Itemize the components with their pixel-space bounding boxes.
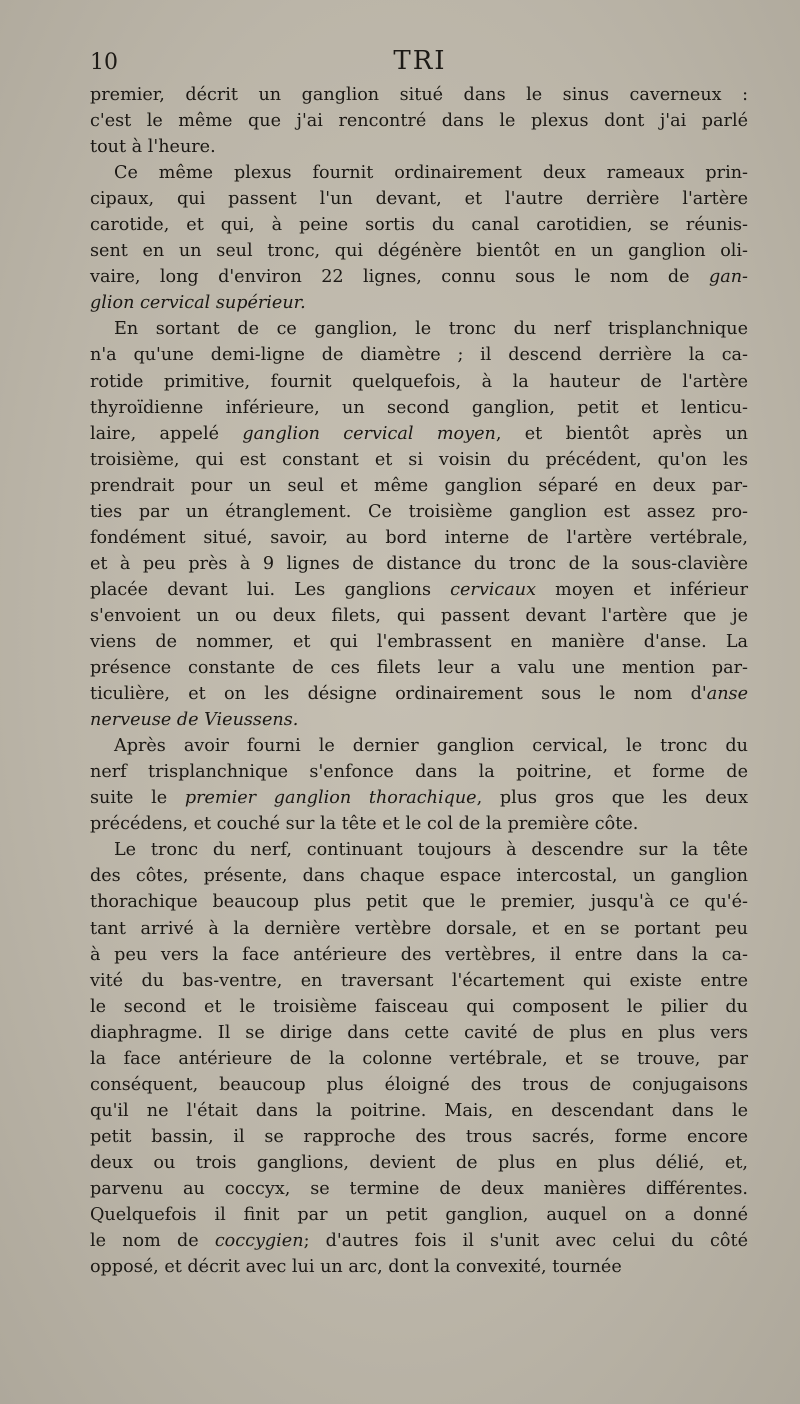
text-segment: troisième, qui est constant et si voisin du précédent, qu'on les	[90, 449, 748, 470]
text-segment: tant arrivé à la dernière vertèbre dorsale, et en se portant peu	[90, 918, 748, 939]
text-segment: n'a qu'une demi-ligne de diamètre ; il descend derrière la ca-	[90, 345, 748, 366]
text-segment: premier, décrit un ganglion situé dans le sinus caverneux :	[90, 85, 748, 105]
text-segment: Quelquefois il finit par un petit ganglion, auquel on a donné	[90, 1205, 748, 1226]
text-line	[90, 499, 748, 525]
text-segment: carotide, et qui, à peine sortis du canal carotidien, se réunis-	[90, 215, 748, 236]
text-line	[90, 525, 748, 551]
paragraph	[90, 733, 748, 837]
text-segment: ticulière, et on les désigne ordinairement sous le nom d'	[90, 684, 707, 705]
text-line	[90, 733, 748, 759]
text-segment: thorachique beaucoup plus petit que le premier, jusqu'à ce qu'é-	[90, 892, 748, 913]
page-header	[90, 44, 750, 80]
text-segment: et à peu près à 9 lignes de distance du tronc de la sous-clavière	[90, 553, 748, 574]
text-segment: laire, appelé	[90, 423, 243, 444]
text-line	[90, 186, 748, 212]
text-segment: à peu vers la face antérieure des vertèbres, il entre dans la ca-	[90, 944, 748, 965]
text-segment: cipaux, qui passent l'un devant, et l'autre derrière l'artère	[90, 189, 748, 210]
paragraph	[90, 160, 748, 316]
text-line	[90, 1202, 748, 1228]
text-segment: des côtes, présente, dans chaque espace intercostal, un ganglion	[90, 866, 748, 887]
text-segment: Ce même plexus fournit ordinairement deux rameaux prin-	[114, 163, 748, 184]
text-line	[90, 1072, 748, 1098]
text-segment: moyen et inférieur	[536, 579, 748, 600]
text-line	[90, 707, 748, 733]
text-segment: tout à l'heure.	[90, 137, 216, 158]
text-line	[90, 395, 748, 421]
text-segment: diaphragme. Il se dirige dans cette cavité de plus en plus vers	[90, 1022, 748, 1043]
italic-text: gan-	[708, 267, 748, 288]
text-line	[90, 1046, 748, 1072]
paragraph	[90, 837, 748, 1280]
text-segment: , et bientôt après un	[495, 423, 748, 444]
paragraph	[90, 82, 748, 160]
text-segment: fondément situé, savoir, au bord interne de l'artère vertébrale,	[90, 527, 748, 548]
paragraph	[90, 316, 748, 733]
text-segment: rotide primitive, fournit quelquefois, à la hauteur de l'artère	[90, 371, 748, 392]
text-line	[90, 603, 748, 629]
text-segment: le nom de	[90, 1231, 215, 1252]
text-line	[90, 655, 748, 681]
text-line	[90, 1020, 748, 1046]
text-line	[90, 811, 748, 837]
text-line	[90, 290, 748, 316]
text-segment: Le tronc du nerf, continuant toujours à descendre sur la tête	[114, 840, 748, 861]
text-line	[90, 968, 748, 994]
text-line	[90, 1098, 748, 1124]
text-line	[90, 889, 748, 915]
text-segment: vité du bas-ventre, en traversant l'écartement qui existe entre	[90, 970, 748, 991]
text-line	[90, 1254, 748, 1280]
text-line	[90, 212, 748, 238]
text-segment: vaire, long d'environ 22 lignes, connu sous le nom de	[90, 267, 709, 288]
text-line	[90, 785, 748, 811]
text-line	[90, 447, 748, 473]
italic-text: nerveuse de Vieussens.	[90, 710, 299, 731]
text-segment: la face antérieure de la colonne vertébrale, et se trouve, par	[90, 1048, 748, 1069]
text-line	[90, 551, 748, 577]
italic-text: anse	[706, 684, 748, 705]
text-segment: ; d'autres fois il s'unit avec celui du côté	[303, 1231, 748, 1252]
text-line	[90, 629, 748, 655]
text-segment: suite le	[90, 788, 185, 809]
text-segment: placée devant lui. Les ganglions	[90, 579, 451, 600]
text-line	[90, 238, 748, 264]
text-segment: le second et le troisième faisceau qui composent le pilier du	[90, 996, 748, 1017]
text-line	[90, 759, 748, 785]
text-line	[90, 264, 748, 290]
italic-text: cervicaux	[450, 579, 537, 600]
running-head: TRI	[393, 46, 447, 76]
body-text	[90, 82, 748, 1280]
text-line	[90, 316, 748, 342]
text-line	[90, 994, 748, 1020]
text-segment: s'envoient un ou deux filets, qui passent devant l'artère que je	[90, 605, 748, 626]
italic-text: glion cervical supérieur.	[90, 293, 306, 314]
page-number: 10	[90, 50, 118, 75]
text-line	[90, 1150, 748, 1176]
italic-text: premier ganglion thorachique	[184, 788, 477, 809]
text-line	[90, 1228, 748, 1254]
text-segment: présence constante de ces filets leur a valu une mention par-	[90, 658, 748, 679]
text-segment: nerf trisplanchnique s'enfonce dans la poitrine, et forme de	[90, 762, 748, 783]
text-line	[90, 134, 748, 160]
text-segment: précédens, et couché sur la tête et le col de la première côte.	[90, 814, 639, 835]
text-segment: Après avoir fourni le dernier ganglion cervical, le tronc du	[114, 736, 748, 757]
text-line	[90, 916, 748, 942]
text-segment: ties par un étranglement. Ce troisième ganglion est assez pro-	[90, 501, 748, 522]
text-line	[90, 369, 748, 395]
text-segment: thyroïdienne inférieure, un second ganglion, petit et lenticu-	[90, 397, 748, 418]
text-segment: sent en un seul tronc, qui dégénère bientôt en un ganglion oli-	[90, 241, 748, 262]
text-segment: qu'il ne l'était dans la poitrine. Mais, en descendant dans le	[90, 1100, 748, 1121]
text-line	[90, 863, 748, 889]
text-segment: viens de nommer, et qui l'embrassent en manière d'anse. La	[90, 631, 748, 652]
text-line	[90, 1124, 748, 1150]
text-line	[90, 108, 748, 134]
text-segment: parvenu au coccyx, se termine de deux manières différentes.	[90, 1178, 748, 1199]
text-segment: prendrait pour un seul et même ganglion séparé en deux par-	[90, 475, 748, 496]
text-line	[90, 942, 748, 968]
text-line	[90, 577, 748, 603]
text-segment: deux ou trois ganglions, devient de plus en plus délié, et,	[90, 1152, 748, 1173]
text-line	[90, 473, 748, 499]
text-segment: , plus gros que les deux	[476, 788, 748, 809]
text-line	[90, 421, 748, 447]
text-segment: conséquent, beaucoup plus éloigné des trous de conjugaisons	[90, 1074, 748, 1095]
text-segment: c'est le même que j'ai rencontré dans le plexus dont j'ai parlé	[90, 111, 748, 132]
text-line	[90, 837, 748, 863]
text-segment: petit bassin, il se rapproche des trous sacrés, forme encore	[90, 1126, 748, 1147]
text-line	[90, 342, 748, 368]
italic-text: ganglion cervical moyen	[242, 423, 496, 444]
text-line	[90, 681, 748, 707]
text-segment: opposé, et décrit avec lui un arc, dont la convexité, tournée	[90, 1257, 622, 1278]
text-line	[90, 1176, 748, 1202]
text-line	[90, 160, 748, 186]
text-line	[90, 82, 748, 108]
text-segment: En sortant de ce ganglion, le tronc du nerf trisplanchnique	[114, 319, 748, 340]
italic-text: coccygien	[214, 1231, 304, 1252]
